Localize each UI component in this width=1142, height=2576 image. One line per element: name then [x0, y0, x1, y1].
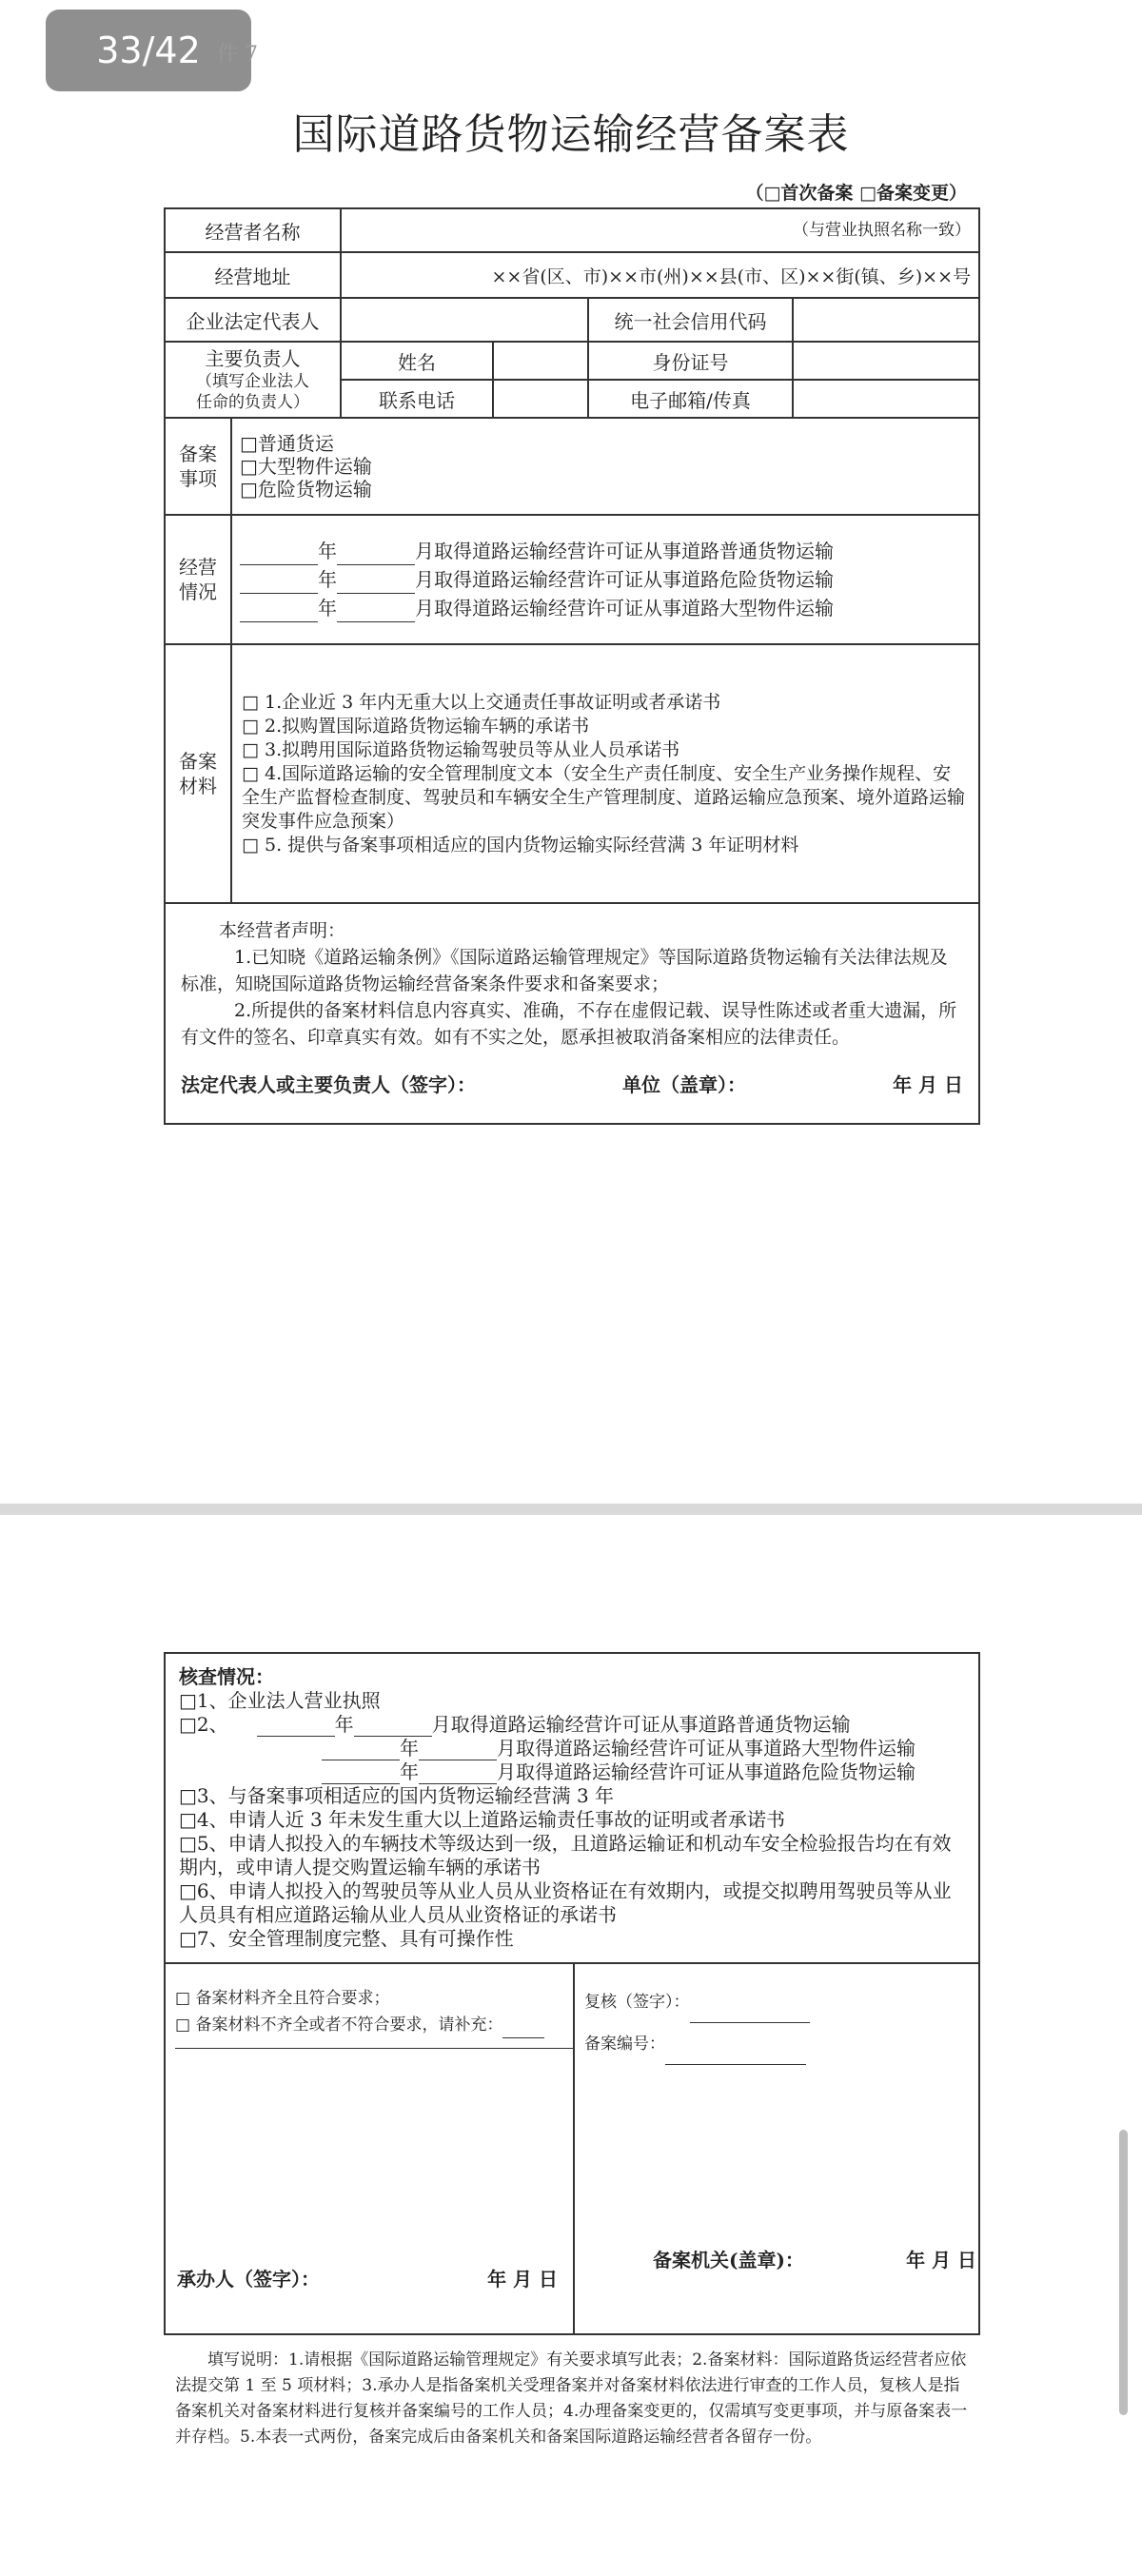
operation-label: 经营 情况	[165, 515, 231, 644]
complete-option: □ 备案材料齐全且符合要求；	[175, 1989, 390, 2008]
corner-note: 件 7	[217, 43, 258, 67]
operation-lines	[231, 515, 979, 644]
recheck-field: 复核（签字）：	[584, 1981, 810, 2023]
row-legal-rep	[165, 298, 979, 342]
filing-type-options: （□首次备案 □备案变更）	[745, 183, 967, 204]
credit-code-label: 统一社会信用代码	[588, 298, 793, 342]
name-label: 姓名	[341, 342, 493, 380]
operation-line: 年 月取得道路运输经营许可证从事道路大型物件运输	[240, 594, 971, 622]
row-review-checks	[165, 1653, 979, 1963]
material-item: □ 2.拟购置国际道路货物运输车辆的承诺书	[242, 715, 590, 737]
review-item: □1、企业法人营业执照	[179, 1689, 381, 1712]
review-license-line: 年 月取得道路运输经营许可证从事道路危险货物运输	[179, 1760, 965, 1784]
review-result-right	[574, 1963, 979, 2334]
materials-label: 备案 材料	[165, 644, 231, 903]
review-table	[164, 1652, 980, 2335]
material-item: □ 5. 提供与备案事项相适应的国内货物运输实际经营满 3 年证明材料	[242, 834, 799, 855]
id-field	[793, 342, 979, 380]
document-page-2	[0, 1515, 1142, 2576]
page-counter: 33/42	[46, 10, 251, 91]
review-checks	[165, 1653, 979, 1963]
handler-label: 承办人（签字）：	[177, 2268, 320, 2291]
scrollbar-thumb[interactable]	[1119, 2130, 1128, 2415]
authority-label: 备案机关(盖章)：	[653, 2249, 804, 2271]
handler-signature-row	[177, 2264, 558, 2291]
signature-row	[181, 1072, 963, 1098]
phone-label: 联系电话	[341, 380, 493, 418]
row-filing-items	[165, 418, 979, 515]
filing-items-label: 备案 事项	[165, 418, 231, 515]
material-item: □ 3.拟聘用国际道路货物运输驾驶员等从业人员承诺书	[242, 738, 680, 760]
handler-date: 年 月 日	[487, 2268, 558, 2291]
review-header: 核查情况：	[179, 1665, 274, 1688]
supplement-line	[175, 2038, 575, 2049]
review-license-line: 年 月取得道路运输经营许可证从事道路大型物件运输	[179, 1737, 965, 1760]
date-label: 年 月 日	[893, 1073, 963, 1096]
operator-name-label: 经营者名称	[165, 208, 341, 252]
legal-rep-label: 企业法定代表人	[165, 298, 341, 342]
filing-item: □危险货物运输	[240, 478, 372, 501]
principal-label: 主要负责人 （填写企业法人 任命的负责人）	[165, 342, 341, 418]
filing-items-options	[231, 418, 979, 515]
legal-rep-field	[341, 298, 588, 342]
review-item-license: □2、 年 月取得道路运输经营许可证从事道路普通货物运输	[179, 1713, 851, 1736]
declaration-1: 1.已知晓《道路运输条例》《国际道路运输管理规定》等国际道路货物运输有关法律法规及标准，知晓国际道路货物运输经营备案条件要求和备案要求；	[181, 947, 948, 994]
email-field	[793, 380, 979, 418]
review-item: □4、申请人近 3 年未发生重大以上道路运输责任事故的证明或者承诺书	[179, 1808, 786, 1831]
material-item: □ 4.国际道路运输的安全管理制度文本（安全生产责任制度、安全生产业务操作规程、安全生产监督检查制度、驾驶员和车辆安全生产管理制度、道路运输应急预案、境外道路运输突发事件应急预案）	[242, 762, 966, 832]
row-declaration	[165, 903, 979, 1124]
row-operation	[165, 515, 979, 644]
page-separator	[0, 1504, 1142, 1515]
credit-code-field	[793, 298, 979, 342]
materials-list	[231, 644, 979, 903]
material-item: □ 1.企业近 3 年内无重大以上交通责任事故证明或者承诺书	[242, 691, 721, 713]
row-principal-1	[165, 342, 979, 380]
unit-seal-label: 单位（盖章）：	[622, 1073, 747, 1096]
review-item: □3、与备案事项相适应的国内货物运输经营满 3 年	[179, 1784, 615, 1807]
authority-seal-row	[653, 2245, 976, 2272]
row-materials	[165, 644, 979, 903]
row-address	[165, 252, 979, 298]
address-label: 经营地址	[165, 252, 341, 298]
email-label: 电子邮箱/传真	[588, 380, 793, 418]
review-item: □5、申请人拟投入的车辆技术等级达到一级，且道路运输证和机动车安全检验报告均在有效期内，或申请人提交购置运输车辆的承诺书	[179, 1832, 952, 1878]
authority-date: 年 月 日	[906, 2249, 976, 2271]
filing-form-table	[164, 207, 980, 1125]
signature-label: 法定代表人或主要负责人（签字）：	[181, 1073, 476, 1096]
row-review-result	[165, 1963, 979, 2334]
filing-item: □普通货运	[240, 432, 334, 455]
row-operator-name	[165, 208, 979, 252]
id-label: 身份证号	[588, 342, 793, 380]
page-title: 国际道路货物运输经营备案表	[292, 110, 850, 159]
operation-line: 年 月取得道路运输经营许可证从事道路普通货物运输	[240, 537, 971, 565]
address-field: ××省(区、市)××市(州)××县(市、区)××街(镇、乡)××号	[341, 252, 979, 298]
filling-instructions: 填写说明：1.请根据《国际道路运输管理规定》有关要求填写此表；2.备案材料：国际道路货运经营者应依法提交第 1 至 5 项材料；3.承办人是指备案机关受理备案并对备案材料依法进行审查的工作人员，复核人是指备案机关对备案材料进行复核并备案编号的工作人员；4.办理备案变更的，仅需填写变更事项，并与原备案表一并存档。5.本表一式两份，备案完成后由备案机关和备案国际道路运输经营者各留存一份。	[175, 2350, 968, 2447]
filing-item: □大型物件运输	[240, 455, 372, 478]
name-field	[493, 342, 588, 380]
filing-number-field: 备案编号：	[584, 2023, 810, 2065]
operation-line: 年 月取得道路运输经营许可证从事道路危险货物运输	[240, 565, 971, 594]
incomplete-option: □ 备案材料不齐全或者不符合要求，请补充：	[175, 2012, 563, 2038]
phone-field	[493, 380, 588, 418]
operator-name-field: （与营业执照名称一致）	[341, 208, 979, 252]
review-item: □6、申请人拟投入的驾驶员等从业人员从业资格证在有效期内，或提交拟聘用驾驶员等从业人员具有相应道路运输从业人员从业资格证的承诺书	[179, 1879, 952, 1926]
review-result-left	[165, 1963, 574, 2334]
review-item: □7、安全管理制度完整、具有可操作性	[179, 1927, 514, 1950]
declaration-title: 本经营者声明：	[219, 920, 346, 941]
declaration-block	[165, 903, 979, 1124]
declaration-2: 2.所提供的备案材料信息内容真实、准确，不存在虚假记载、误导性陈述或者重大遗漏，所有文件的签名、印章真实有效。如有不实之处，愿承担被取消备案相应的法律责任。	[181, 1000, 957, 1048]
